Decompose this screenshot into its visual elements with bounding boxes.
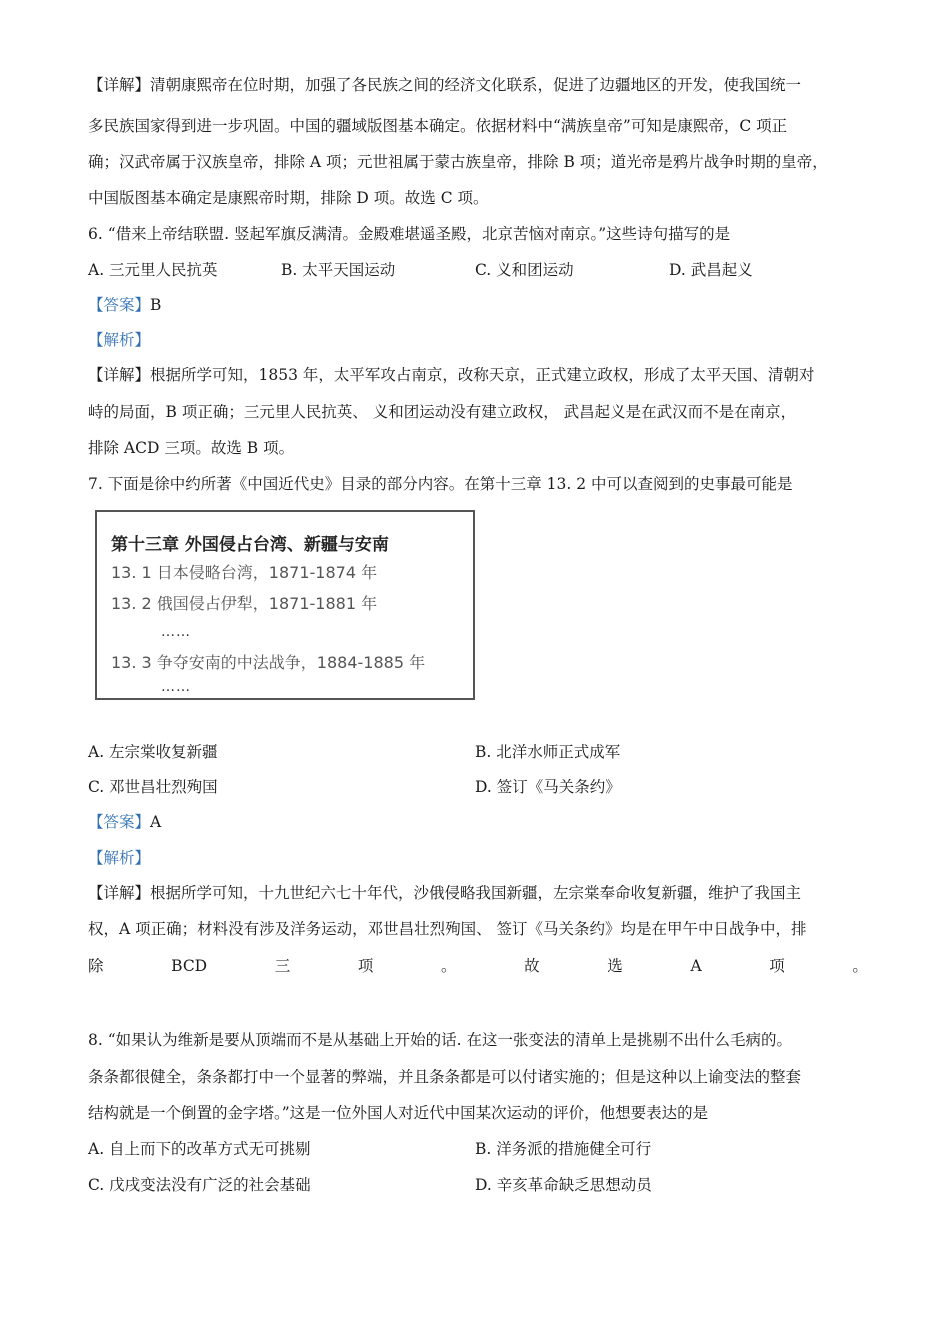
q5-detail-line-2: 多民族国家得到进一步巩固。中国的疆域版图基本确定。依据材料中“满族皇帝”可知是康熙帝，C 项正 <box>88 117 788 135</box>
q8-option-c: C. 戊戌变法没有广泛的社会基础 <box>88 1176 311 1194</box>
q7-option-b: B. 北洋水师正式成军 <box>475 743 621 761</box>
q6-detail-line-1: 【详解】根据所学可知，1853 年，太平军攻占南京，改称天京，正式建立政权，形成了太平天国、清朝对 <box>88 366 815 384</box>
toc-entry-13-2: 13. 2 俄国侵占伊犁，1871-1881 年 <box>111 594 378 613</box>
q7-detail-line-3: 除 BCD 三 项 。 故 选 A 项 。 <box>88 957 868 975</box>
q6-analysis-tag: 【解析】 <box>88 331 151 349</box>
q6-detail-line-3: 排除 ACD 三项。故选 B 项。 <box>88 439 295 457</box>
q5-detail-line-3: 确；汉武帝属于汉族皇帝，排除 A 项；元世祖属于蒙古族皇帝，排除 B 项；道光帝是鸦片战争时期的皇帝， <box>88 153 828 171</box>
q7-analysis-tag: 【解析】 <box>88 849 151 867</box>
q5-detail-tag: 【详解】 <box>88 76 151 94</box>
q6-detail-tag: 【详解】 <box>88 366 151 384</box>
q7-detail-line-2: 权，A 项正确；材料没有涉及洋务运动，邓世昌壮烈殉国、 签订《马关条约》均是在甲午中日战争中，排 <box>88 920 807 938</box>
q6-answer-tag: 【答案】 <box>88 296 151 314</box>
q8-option-b: B. 洋务派的措施健全可行 <box>475 1140 652 1158</box>
q6-detail-line-2: 峙的局面，B 项正确；三元里人民抗英、 义和团运动没有建立政权， 武昌起义是在武汉而不是在南京， <box>88 403 797 421</box>
q6-answer <box>88 295 161 315</box>
q8-question-line-2: 条条都很健全，条条都打中一个显著的弊端，并且条条都是可以付诸实施的；但是这种以上谕变法的整套 <box>88 1068 802 1086</box>
toc-entry-13-3: 13. 3 争夺安南的中法战争，1884-1885 年 <box>111 653 426 672</box>
q8-option-a: A. 自上而下的改革方式无可挑剔 <box>88 1140 311 1158</box>
q6-option-c: C. 义和团运动 <box>475 261 574 279</box>
toc-ellipsis-1: …… <box>161 624 191 640</box>
q7-detail-tag: 【详解】 <box>88 884 151 902</box>
q7-question: 7. 下面是徐中约所著《中国近代史》目录的部分内容。在第十三章 13. 2 中可以查阅到的史事最可能是 <box>88 475 793 493</box>
toc-entry-13-1: 13. 1 日本侵略台湾，1871-1874 年 <box>111 563 378 582</box>
q8-question-line-1: 8. “如果认为维新是要从顶端而不是从基础上开始的话. 在这一张变法的清单上是挑剔不出什么毛病的。 <box>88 1031 792 1049</box>
q8-option-d: D. 辛亥革命缺乏思想动员 <box>475 1176 652 1194</box>
q6-question: 6. “借来上帝结联盟. 竖起军旗反满清。金殿难堪遥圣殿，北京苦恼对南京。”这些诗句描写的是 <box>88 225 731 243</box>
q7-table-of-contents-image <box>95 510 475 700</box>
q7-option-c: C. 邓世昌壮烈殉国 <box>88 778 218 796</box>
q6-option-a: A. 三元里人民抗英 <box>88 261 218 279</box>
q5-detail-line-1: 【详解】清朝康熙帝在位时期，加强了各民族之间的经济文化联系，促进了边疆地区的开发，使我国统一 <box>88 76 802 94</box>
toc-ellipsis-2: …… <box>161 679 191 695</box>
q5-detail-line-4: 中国版图基本确定是康熙帝时期，排除 D 项。故选 C 项。 <box>88 189 489 207</box>
q6-option-d: D. 武昌起义 <box>669 261 753 279</box>
q8-question-line-3: 结构就是一个倒置的金字塔。”这是一位外国人对近代中国某次运动的评价，他想要表达的是 <box>88 1104 709 1122</box>
q7-answer-value: A <box>150 813 162 831</box>
q6-option-b: B. 太平天国运动 <box>281 261 396 279</box>
q6-answer-value: B <box>150 296 162 314</box>
toc-chapter-title: 第十三章 外国侵占台湾、新疆与安南 <box>111 535 389 555</box>
q7-option-d: D. 签订《马关条约》 <box>475 778 621 796</box>
q7-detail-line-1: 【详解】根据所学可知，十九世纪六七十年代，沙俄侵略我国新疆，左宗棠奉命收复新疆，维护了我国主 <box>88 884 802 902</box>
q7-answer-tag: 【答案】 <box>88 813 151 831</box>
q7-option-a: A. 左宗棠收复新疆 <box>88 743 218 761</box>
q7-answer <box>88 812 161 832</box>
